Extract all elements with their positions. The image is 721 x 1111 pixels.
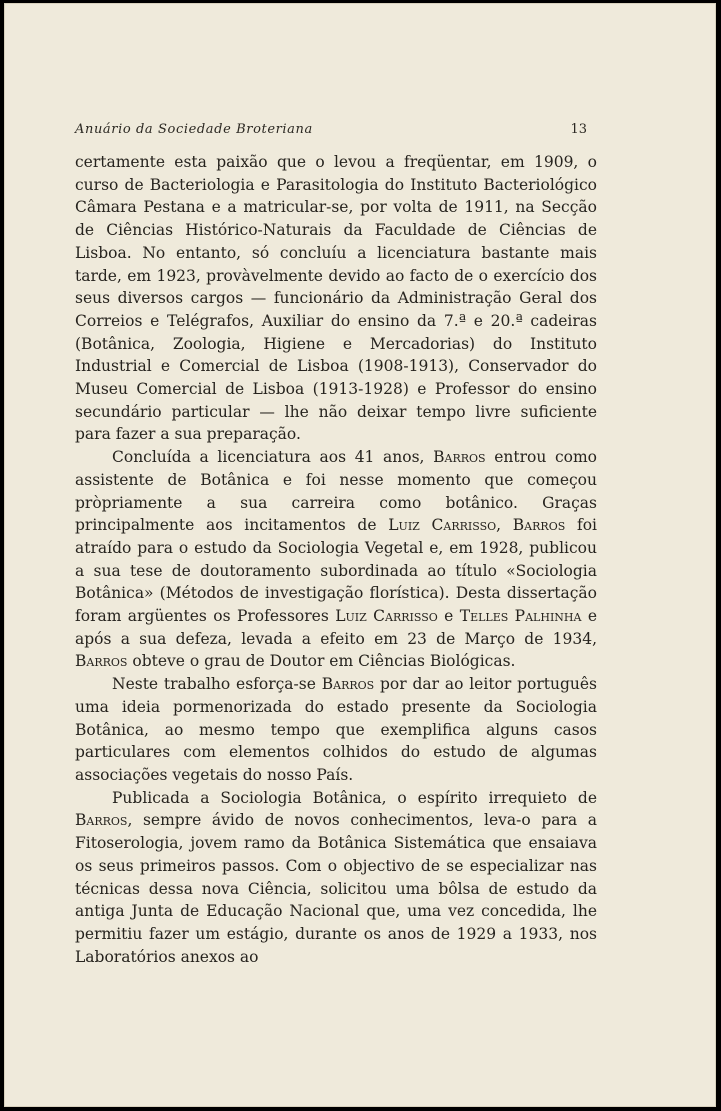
author-name: Barros [512,516,566,535]
text-segment: foi atraído para o estudo da Sociologia Vegetal e, em 1928, publicou a sua tese de doutoramento subordinada ao título «Sociologia Botânica» (Métodos de investigação florística). Desta dissertação foram argüentes os Professores [75,516,598,626]
text-segment: obteve o grau de Doutor em Ciências Biológicas. [127,652,516,671]
author-name: Barros [433,448,486,467]
author-name: Luiz Carrisso [388,516,497,535]
body-text [75,151,597,968]
text-segment: entrou como assistente de Botânica e foi nesse momento que começou pròpriamente a sua carreira como botânico. Graças principalmente aos incitamentos de [75,448,597,535]
text-segment: Publicada a Sociologia Botânica, o espírito irrequieto de [112,788,597,807]
text-segment: certamente esta paixão que o levou a freqüentar, em 1909, o curso de Bacteriologia e Parasitologia do Instituto Bacteriológico Câmara Pestana e a matricular-se, por volta de 1911, na Secção de Ciências Histórico-Naturais da Faculdade de Ciências de Lisboa. No entanto, só concluíu a licenciatura bastante mais tarde, em 1923, provàvelmente devido ao facto de o exercício dos seus diversos cargos — funcionário da Administração Geral dos Correios e Telégrafos, Auxiliar do ensino da 7.ª e 20.ª cadeiras (Botânica, Zoologia, Higiene e Mercadorias) do Instituto Industrial e Comercial de Lisboa (1908-1913), Conservador do Museu Comercial de Lisboa (1913-1928) e Professor do ensino secundário particular — lhe não deixar tempo livre suficiente para fazer a sua preparação. [75,153,597,444]
page-header [75,122,587,144]
paragraph-1 [75,151,597,446]
text-segment: por dar ao leitor português uma ideia pormenorizada do estado presente da Sociologia Botânica, ao mesmo tempo que exemplifica alguns casos particulares com elementos colhidos do estudo de algumas associações vegetais do nosso País. [75,675,597,784]
text-segment: e após a sua defeza, levada a efeito em 23 de Março de 1934, [75,607,598,648]
text-segment: e [437,607,460,626]
running-title: Anuário da Sociedade Broteriana [75,122,313,137]
author-name: Luiz Carrisso [335,607,438,626]
page-number: 13 [570,122,587,137]
text-segment: Concluída a licenciatura aos 41 anos, [112,448,434,467]
paragraph-4 [75,787,597,969]
author-name: Barros [75,811,128,830]
author-name: Telles Palhinha [459,607,582,626]
author-name: Barros [75,652,128,671]
text-segment: , sempre ávido de novos conhecimentos, leva-o para a Fitoserologia, jovem ramo da Botânica Sistemática que ensaiava os seus primeiros passos. Com o objectivo de se especializar nas técnicas dessa nova Ciência, solicitou uma bôlsa de estudo da antiga Junta de Educação Nacional que, uma vez concedida, lhe permitiu fazer um estágio, durante os anos de 1929 a 1933, nos Laboratórios anexos ao [75,811,597,966]
author-name: Barros [321,675,375,694]
paragraph-2 [75,446,597,673]
paragraph-3 [75,673,597,787]
text-segment: Neste trabalho esforça-se [112,675,322,694]
book-page [4,3,716,1107]
text-segment: , [496,516,513,535]
